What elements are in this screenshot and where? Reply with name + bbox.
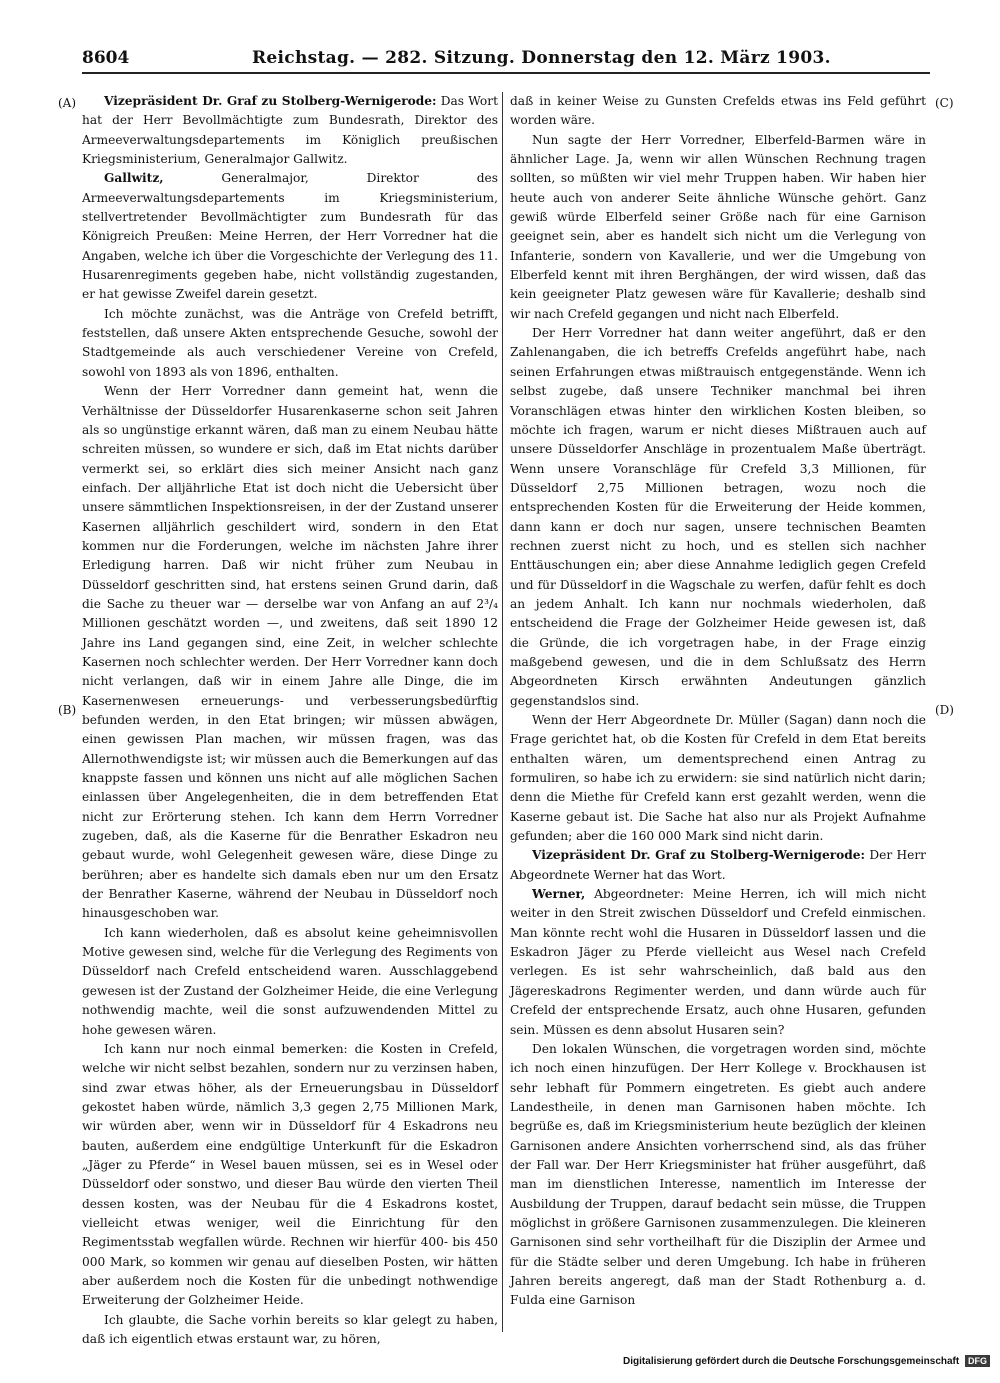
paragraph (82, 169, 498, 304)
paragraph (510, 885, 926, 1040)
speaker-name: Vizepräsident Dr. Graf zu Stolberg-Wernigerode: (104, 94, 437, 108)
running-head: Reichstag. — 282. Sitzung. Donnerstag den 12. März 1903. (252, 48, 831, 68)
speaker-name: Werner, (532, 887, 586, 902)
margin-mark-b: (B) (58, 703, 77, 717)
dfg-logo: DFG (965, 1355, 990, 1367)
margin-mark-d: (D) (935, 703, 954, 717)
paragraph-text: Generalmajor, Direktor des Armeeverwaltungsdepartements im Kriegsministerium, stellvertretender Bevollmächtigter zum Bundesrath für das Königreich Preußen: Meine Herren, der Herr Vorredner hat die Angaben, welche ich über die Vorgeschichte der Verlegung des 11. Husarenregiments gegeben habe, nicht vollständig zugestanden, er hat gewisse Zweifel darein gesetzt. (82, 171, 498, 302)
paragraph: Ich glaubte, die Sache vorhin bereits so klar gelegt zu haben, daß ich eigentlich etwas erstaunt war, zu hören, (82, 1312, 498, 1346)
digitization-footer (623, 1355, 990, 1367)
paragraph (510, 846, 926, 885)
paragraph-text: Der Herr Abgeordnete Werner hat das Wort. (510, 848, 926, 882)
page-header (82, 48, 930, 74)
paragraph: Nun sagte der Herr Vorredner, Elberfeld-Barmen wäre in ähnlicher Lage. Ja, wenn wir allen Wünschen Rechnung tragen sollten, so müßten wir viel mehr Truppen haben. Wir haben hier heute auch von anderer Seite ähnliche Wünsche gehört. Ganz gewiß würde Elberfeld seiner Größe nach für eine Garnison geeignet sein, aber es handelt sich nicht um die Verlegung von Infanterie, sondern von Kavallerie, und wer die Umgebung von Elberfeld kennt mit ihren Berghängen, der wird wissen, daß das kein geeigneter Platz gewesen wäre für Kavallerie; deshalb sind wir nach Crefeld gegangen und nicht nach Elberfeld. (510, 132, 926, 321)
header-rule (82, 72, 930, 74)
paragraph-text: Das Wort hat der Herr Bevollmächtigte zum Bundesrath, Direktor des Armeeverwaltungsdepartements im Königlich preußischen Kriegsministerium, Generalmajor Gallwitz. (82, 94, 498, 167)
right-column (510, 92, 926, 1311)
paragraph: Ich kann wiederholen, daß es absolut keine geheimnisvollen Motive gewesen sind, welche für die Verlegung des Regiments von Düsseldorf nach Crefeld entscheidend waren. Ausschlaggebend gewesen ist der Zustand der Golzheimer Heide, die eine Verlegung nothwendig machte, weil die sonst aufzuwendenden Mittel zu hohe gewesen wären. (82, 925, 498, 1037)
paragraph: Wenn der Herr Abgeordnete Dr. Müller (Sagan) dann noch die Frage gerichtet hat, ob die Kosten für Crefeld in dem Etat bereits enthalten wären, um dementsprechend einen Antrag zu formuliren, so habe ich zu erwidern: sie sind natürlich nicht darin; denn die Miethe für Crefeld kann erst gezahlt werden, wenn die Kaserne gebaut ist. Die Sache hat also nur als Projekt Aufnahme gefunden; aber die 160 000 Mark sind nicht darin. (510, 713, 926, 844)
paragraph: Wenn der Herr Vorredner dann gemeint hat, wenn die Verhältnisse der Düsseldorfer Husarenkaserne schon seit Jahren als so ungünstige erkannt wären, daß man zu einem Neubau hätte schreiten müssen, so wundere er sich, daß im Etat nichts darüber vermerkt sei, so erklärt dies sich meiner Ansicht nach ganz einfach. Der alljährliche Etat ist doch nicht die Uebersicht über unsere sämmtlichen Inspektionsreisen, in der der Zustand unserer Kasernen alljährlich geschildert wird, sondern in den Etat kommen nur die Forderungen, welche im nächsten Jahre ihrer Erledigung harren. Daß wir nicht früher zum Neubau in Düsseldorf geschritten sind, hat erstens seinen Grund darin, daß die Sache zu theuer war — derselbe war von Anfang an auf 2³/₄ Millionen geschätzt worden —, und zweitens, daß seit 1890 12 Jahre ins Land gegangen sind, eine Zeit, in welcher schlechte Kasernen noch schlechter werden. Der Herr Vorredner kann doch nicht verlangen, daß wir in einem Jahre alle Dinge, die im Kasernenwesen erneuerungs- und verbesserungsbedürftig befunden werden, in den Etat bringen; wir müssen abwägen, einen gewissen Plan machen, wir müssen fragen, was das Allernothwendigste ist; wir müssen auch die Bemerkungen auf das knappste fassen und können uns nicht auf alle möglichen Sachen einlassen über Angelegenheiten, die in dem betreffenden Etat nicht zur Erörterung stehen. Ich kann dem Herrn Vorredner zugeben, daß, als die Kaserne für die Benrather Eskadron neu gebaut wurde, wohl Gelegenheit gewesen wäre, diese Dinge zu berühren; aber es handelte sich damals eben nur um den Ersatz der Benrather Kaserne, während der Neubau in Düsseldorf noch hinausgeschoben war. (82, 384, 498, 921)
footer-text: Digitalisierung gefördert durch die Deutsche Forschungsgemeinschaft (623, 1356, 960, 1367)
paragraph (82, 92, 498, 169)
paragraph: Ich möchte zunächst, was die Anträge von Crefeld betrifft, feststellen, daß unsere Akten entsprechende Gesuche, sowohl der Stadtgemeinde als auch verschiedener Vereine von Crefeld, sowohl von 1893 als von 1896, enthalten. (82, 306, 498, 379)
page-number: 8604 (82, 48, 130, 68)
margin-mark-c: (C) (935, 96, 954, 110)
speaker-name: Vizepräsident Dr. Graf zu Stolberg-Wernigerode: (532, 848, 866, 863)
speaker-name: Gallwitz, (104, 171, 164, 186)
paragraph: daß in keiner Weise zu Gunsten Crefelds etwas ins Feld geführt worden wäre. (510, 94, 926, 128)
paragraph: Den lokalen Wünschen, die vorgetragen worden sind, möchte ich noch einen hinzufügen. Der Herr Kollege v. Brockhausen ist sehr lebhaft für Pommern eingetreten. Es giebt auch andere Landestheile, in denen man Garnisonen haben möchte. Ich begrüße es, daß im Kriegsministerium heute bezüglich der kleinen Garnisonen andere Ansichten vorherrschend sind, als das früher der Fall war. Der Herr Kriegsminister hat früher ausgeführt, daß man im dienstlichen Interesse, namentlich im Interesse der Ausbildung der Truppen, darauf bedacht sein müsse, die Truppen möglichst in größere Garnisonen zusammenzulegen. Die kleineren Garnisonen sind sehr vortheilhaft für die Disziplin der Armee und für die Städte selber und deren Umgebung. Ich habe in früheren Jahren bereits angeregt, daß man der Stadt Rothenburg a. d. Fulda eine Garnison (510, 1041, 926, 1308)
paragraph: Ich kann nur noch einmal bemerken: die Kosten in Crefeld, welche wir nicht selbst bezahlen, sondern nur zu verzinsen haben, sind zwar etwas höher, als der Erneuerungsbau in Düsseldorf gekostet haben würde, nämlich 3,3 gegen 2,75 Millionen Mark, wir würden aber, wenn wir in Düsseldorf für 4 Eskadrons neu bauten, außerdem eine endgültige Unterkunft für die Eskadron „Jäger zu Pferde“ in Wesel bauen müssen, sei es in Wesel oder Düsseldorf oder sonstwo, und dieser Bau würde den vierten Theil dessen kosten, was der Neubau für die 4 Eskadrons kostet, vielleicht etwas weniger, weil die Einrichtung für den Regimentsstab wegfallen würde. Rechnen wir hierfür 400- bis 450 000 Mark, so kommen wir genau auf dieselben Posten, wir hätten aber außerdem noch die Kosten für die unbedingt nothwendige Erweiterung der Golzheimer Heide. (82, 1041, 498, 1308)
paragraph-text: Abgeordneter: Meine Herren, ich will mich nicht weiter in den Streit zwischen Düsseldorf und Crefeld einmischen. Man könnte recht wohl die Husaren in Düsseldorf lassen und die Eskadron Jäger zu Pferde vielleicht aus Wesel nach Crefeld verlegen. Es ist sehr wahrscheinlich, daß bald aus den Jägereskadrons Regimenter werden, und dann würde auch für Crefeld der entsprechende Ersatz, auch ohne Husaren, gefunden sein. Müssen es denn absolut Husaren sein? (510, 887, 926, 1037)
paragraph: Der Herr Vorredner hat dann weiter angeführt, daß er den Zahlenangaben, die ich betreffs Crefelds angeführt habe, nach seinen Erfahrungen etwas mißtrauisch entgegenstände. Wenn ich selbst zugebe, daß unsere Techniker manchmal bei ihren Voranschlägen etwas hinter den wirklichen Kosten bleiben, so möchte ich fragen, warum er nicht dieses Mißtrauen auch auf unsere Düsseldorfer Anschläge in prozentualem Maße überträgt. Wenn unsere Voranschläge für Crefeld 3,3 Millionen, für Düsseldorf 2,75 Millionen betragen, wozu noch die entsprechenden Kosten für die Erweiterung der Heide kommen, dann kann er doch nur sagen, unsere technischen Beamten rechnen zuerst nicht zu hoch, und es stellen sich nachher Enttäuschungen ein; aber diese Annahme lediglich gegen Crefeld und für Düsseldorf in die Wagschale zu werfen, dafür fehlt es doch an jedem Anhalt. Ich kann nur nochmals wiederholen, daß entscheidend die Frage der Golzheimer Heide gewesen ist, daß die Gründe, die ich vorgetragen habe, in der Frage einzig maßgebend gewesen, und die in dem Schlußsatz des Herrn Abgeordneten Kirsch erwähnten Andeutungen gänzlich gegenstandslos sind. (510, 326, 926, 708)
margin-mark-a: (A) (58, 96, 77, 110)
left-column (82, 92, 498, 1349)
column-divider (502, 92, 503, 1332)
